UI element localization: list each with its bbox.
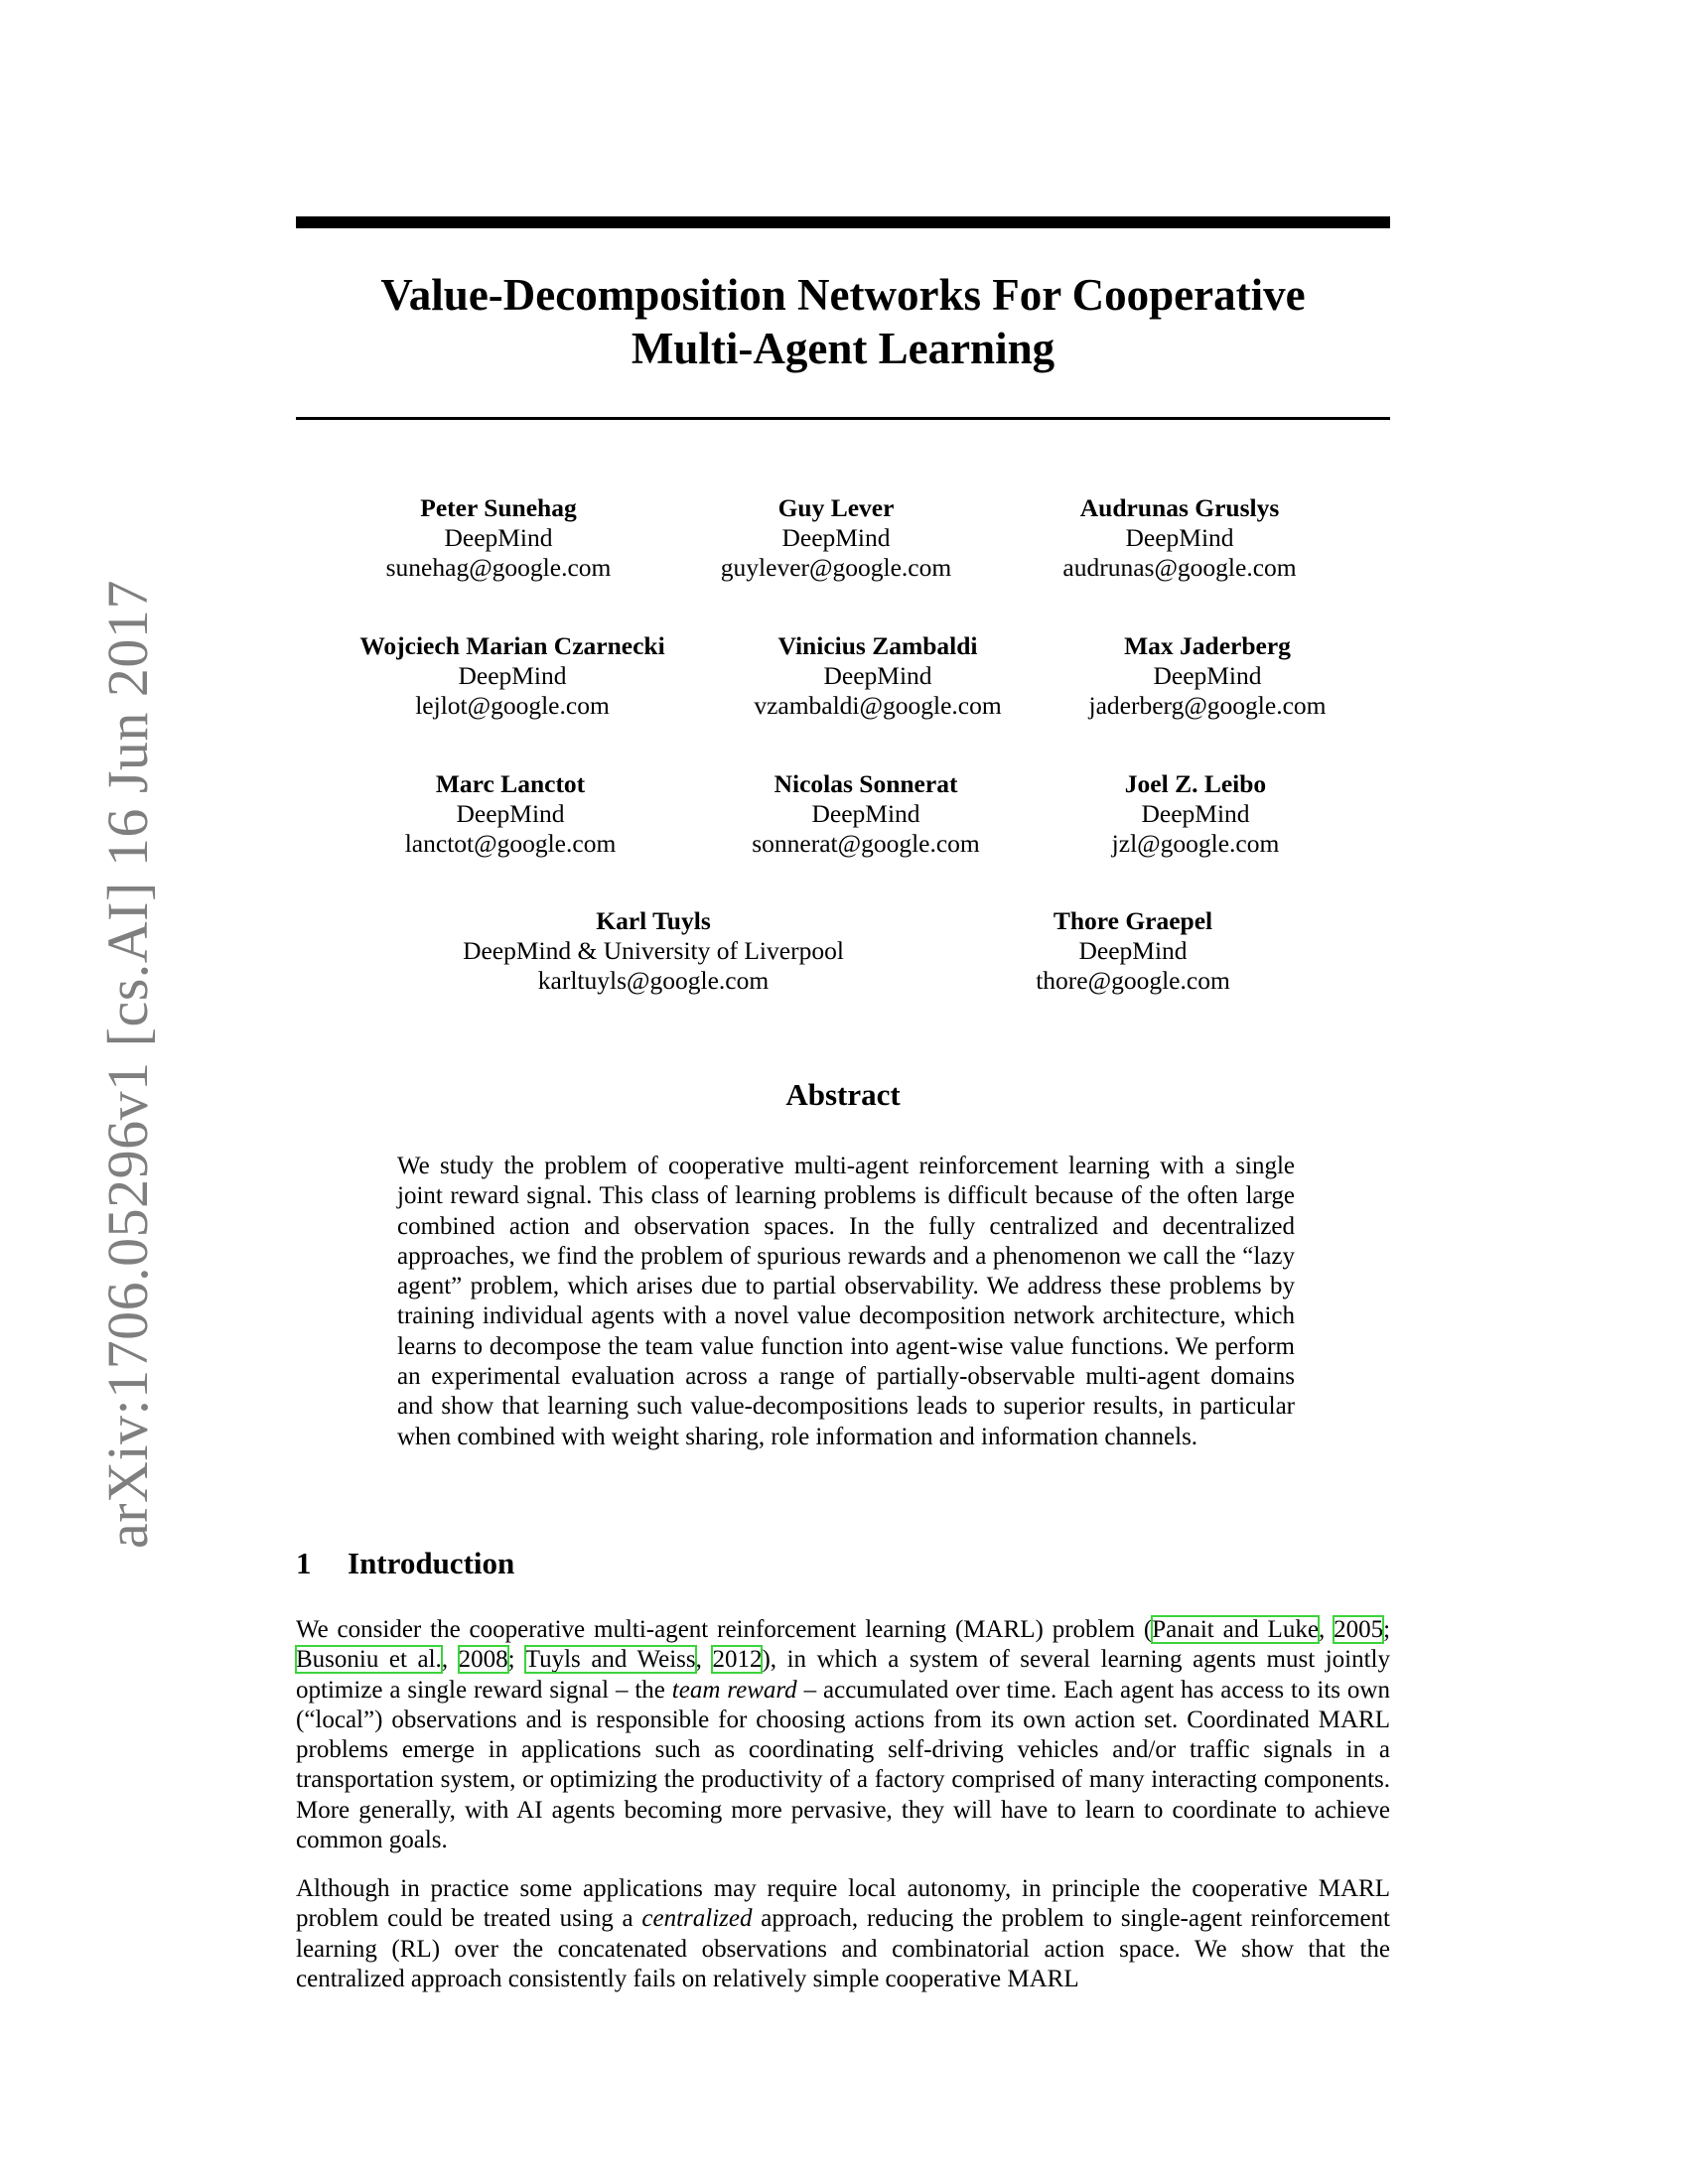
- text-run: We consider the cooperative multi-agent reinforcement learning (MARL) problem (: [296, 1616, 1153, 1643]
- paper-title: [296, 268, 1390, 375]
- author-name: Peter Sunehag: [420, 493, 577, 522]
- author-email[interactable]: sunehag@google.com: [385, 553, 612, 582]
- author-name: Thore Graepel: [1053, 906, 1213, 935]
- author-email[interactable]: lanctot@google.com: [404, 829, 617, 858]
- title-top-rule: [296, 216, 1390, 228]
- author-affiliation: DeepMind: [456, 799, 565, 828]
- author-name: Audrunas Gruslys: [1079, 493, 1280, 522]
- author-affiliation: DeepMind: [1078, 936, 1188, 965]
- author-name: Nicolas Sonnerat: [774, 769, 958, 798]
- author-email[interactable]: karltuyls@google.com: [537, 966, 770, 995]
- author-name: Wojciech Marian Czarnecki: [359, 631, 665, 660]
- section-number: 1: [296, 1546, 312, 1580]
- arxiv-sidebar-stamp: arXiv:1706.05296v1 [cs.AI] 16 Jun 2017: [95, 580, 160, 1549]
- intro-paragraph-1: [296, 1615, 1390, 1855]
- citation-link[interactable]: 2005: [1334, 1616, 1384, 1643]
- author-email[interactable]: guylever@google.com: [720, 553, 952, 582]
- section-title: Introduction: [348, 1546, 515, 1580]
- author-email[interactable]: jzl@google.com: [1111, 829, 1280, 858]
- emphasis: team reward: [671, 1676, 797, 1704]
- author-name: Max Jaderberg: [1124, 631, 1291, 660]
- author-block: [386, 493, 612, 583]
- emphasis: centralized: [641, 1905, 753, 1933]
- author-block: [405, 769, 617, 859]
- author-name: Karl Tuyls: [596, 906, 711, 935]
- citation-link[interactable]: Panait and Luke: [1152, 1616, 1319, 1643]
- author-email[interactable]: jaderberg@google.com: [1088, 691, 1327, 720]
- text-run: – accumulated over time. Each agent has access to its own (“local”) observations and is responsible for choosing actions from its own action set. Coordinated MARL problems emerge in applications such as coordinating self-driving vehicles and/or traffic signals in a transportation system, or optimizing the productivity of a factory comprised of many interacting components. More generally, with AI agents becoming more pervasive, they will have to learn to coordinate to achieve common goals.: [296, 1676, 1390, 1854]
- author-name: Vinicius Zambaldi: [777, 631, 978, 660]
- text-run: ,: [441, 1646, 459, 1674]
- intro-paragraph-2: [296, 1874, 1390, 1994]
- title-line-1: Value-Decomposition Networks For Cooperative: [380, 270, 1306, 320]
- author-email[interactable]: sonnerat@google.com: [752, 829, 980, 858]
- abstract-text: We study the problem of cooperative multi-agent reinforcement learning with a single joint reward signal. This class of learning problems is difficult because of the often large combined action and observation spaces. In the fully centralized and decentralized approaches, we find the problem of spurious rewards and a phenomenon we call the “lazy agent” problem, which arises due to partial observability. We address these problems by training individual agents with a novel value decomposition network architecture, which learns to decompose the team value function into agent-wise value functions. We perform an experimental evaluation across a range of partially-observable multi-agent domains and show that learning such value-decompositions leads to superior results, in particular when combined with weight sharing, role information and information channels.: [397, 1153, 1295, 1450]
- text-run: approach, reducing the problem to single-agent reinforcement learning (RL) over the concatenated observations and combinatorial action space. We show that the centralized approach consistently fails on relatively simple cooperative MARL: [296, 1905, 1390, 1992]
- title-bottom-rule: [296, 417, 1390, 420]
- author-affiliation: DeepMind: [811, 799, 920, 828]
- author-block: [1112, 769, 1280, 859]
- title-line-2: Multi-Agent Learning: [631, 324, 1055, 373]
- text-run: ,: [695, 1646, 713, 1674]
- author-affiliation: DeepMind: [458, 661, 567, 690]
- text-run: ;: [507, 1646, 525, 1674]
- author-affiliation: DeepMind & University of Liverpool: [463, 936, 844, 965]
- author-block: [752, 769, 980, 859]
- author-block: [463, 906, 844, 996]
- author-email[interactable]: lejlot@google.com: [415, 691, 610, 720]
- author-affiliation: DeepMind: [1141, 799, 1250, 828]
- author-affiliation: DeepMind: [1153, 661, 1262, 690]
- author-name: Marc Lanctot: [435, 769, 586, 798]
- abstract-heading: Abstract: [785, 1077, 901, 1112]
- citation-link[interactable]: Tuyls and Weiss: [524, 1646, 696, 1674]
- author-name: Joel Z. Leibo: [1124, 769, 1267, 798]
- text-run: ,: [1318, 1616, 1335, 1643]
- author-email[interactable]: audrunas@google.com: [1062, 553, 1297, 582]
- author-name: Guy Lever: [777, 493, 895, 522]
- author-block: [754, 631, 1001, 721]
- author-affiliation: DeepMind: [781, 523, 891, 552]
- author-block: [721, 493, 951, 583]
- citation-link[interactable]: Busoniu et al.: [296, 1646, 442, 1674]
- text-run: Although in practice some applications may require local autonomy, in principle the cooperative MARL problem could be treated using a: [296, 1875, 1390, 1933]
- author-email[interactable]: vzambaldi@google.com: [754, 691, 1002, 720]
- author-email[interactable]: thore@google.com: [1036, 966, 1230, 995]
- author-affiliation: DeepMind: [444, 523, 553, 552]
- citation-link[interactable]: 2012: [712, 1646, 763, 1674]
- text-run: ;: [1383, 1616, 1391, 1643]
- citation-link[interactable]: 2008: [458, 1646, 508, 1674]
- author-block: [1036, 906, 1230, 996]
- author-affiliation: DeepMind: [1125, 523, 1234, 552]
- author-block: [1062, 493, 1296, 583]
- author-block: [1089, 631, 1327, 721]
- section-heading-introduction: [296, 1544, 514, 1583]
- author-block: [359, 631, 664, 721]
- text-run: ), in which a system of several learning agents must jointly optimize a single reward signal – the: [296, 1646, 1391, 1704]
- author-affiliation: DeepMind: [823, 661, 932, 690]
